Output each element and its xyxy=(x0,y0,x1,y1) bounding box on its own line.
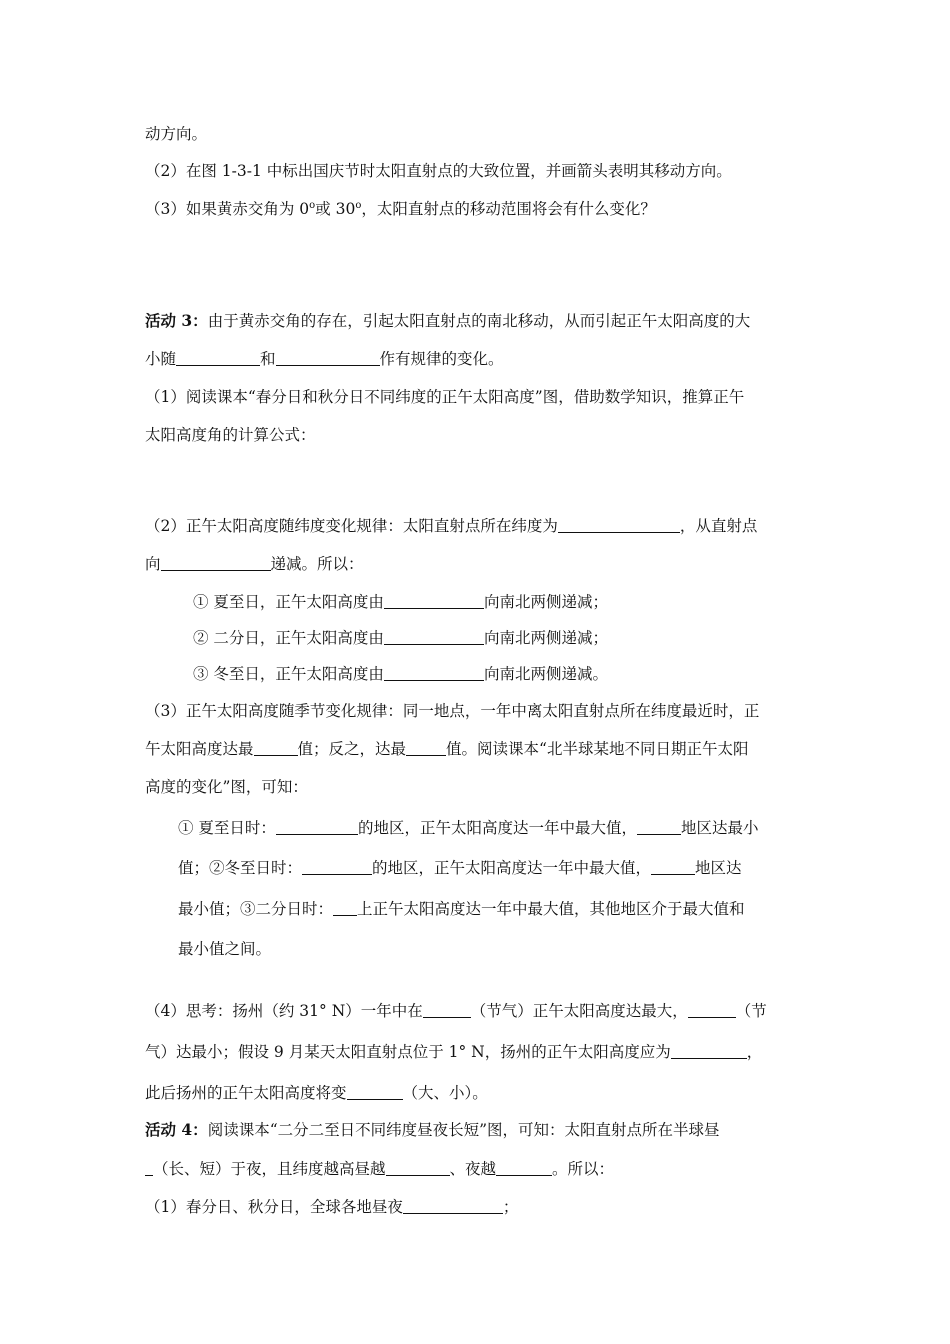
activity-4-line-1: 活动 4：阅读课本“二分二至日不同纬度昼夜长短”图，可知：太阳直射点所在半球昼 xyxy=(145,1120,720,1139)
activity-3-part-2-line-2: 向 递减。所以： xyxy=(145,555,364,573)
activity-3-part-4-line-2: 气）达最小；假设 9 月某天太阳直射点位于 1° N，扬州的正午太阳高度应为 ， xyxy=(145,1043,763,1061)
activity-3-part-3-line-1: （3）正午太阳高度随季节变化规律：同一地点，一年中离太阳直射点所在纬度最近时，正 xyxy=(145,702,760,720)
activity-3-season-line-4: 最小值之间。 xyxy=(178,940,272,958)
activity-3-label: 活动 3： xyxy=(145,311,208,330)
question-2: （2）在图 1-3-1 中标出国庆节时太阳直射点的大致位置，并画箭头表明其移动方向。 xyxy=(145,162,732,180)
activity-4-label: 活动 4： xyxy=(145,1120,208,1139)
activity-3-part-2-line-1: （2）正午太阳高度随纬度变化规律：太阳直射点所在纬度为 ，从直射点 xyxy=(145,517,758,535)
activity-3-season-line-2: 值；②冬至日时： 的地区，正午太阳高度达一年中最大值， 地区达 xyxy=(178,859,742,877)
activity-3-part-1-line-1: （1）阅读课本“春分日和秋分日不同纬度的正午太阳高度”图，借助数学知识，推算正午 xyxy=(145,388,745,406)
activity-3-part-4-line-1: （4）思考：扬州（约 31° N）一年中在 （节气）正午太阳高度达最大， （节 xyxy=(145,1002,767,1020)
activity-3-item-3: ③ 冬至日，正午太阳高度由 向南北两侧递减。 xyxy=(193,665,608,683)
activity-3-part-4-line-3: 此后扬州的正午太阳高度将变 （大、小）。 xyxy=(145,1084,488,1102)
activity-3-item-2: ② 二分日，正午太阳高度由 向南北两侧递减； xyxy=(193,629,608,647)
activity-3-item-1: ① 夏至日，正午太阳高度由 向南北两侧递减； xyxy=(193,593,608,611)
activity-4-part-1: （1）春分日、秋分日，全球各地昼夜 ； xyxy=(145,1198,519,1216)
activity-3-part-1-line-2: 太阳高度角的计算公式： xyxy=(145,426,316,444)
activity-3-part-3-line-3: 高度的变化”图，可知： xyxy=(145,778,308,796)
activity-3-season-line-1: ① 夏至日时： 的地区，正午太阳高度达一年中最大值， 地区达最小 xyxy=(178,819,759,837)
activity-3-season-line-3: 最小值；③二分日时： 上正午太阳高度达一年中最大值，其他地区介于最大值和 xyxy=(178,900,745,918)
activity-4-line-2: （长、短）于夜，且纬度越高昼越 、夜越 。所以： xyxy=(145,1159,810,1179)
activity-3-line-1: 活动 3：由于黄赤交角的存在，引起太阳直射点的南北移动，从而引起正午太阳高度的大 xyxy=(145,311,751,330)
activity-3-part-3-line-2: 午太阳高度达最 值；反之，达最 值。阅读课本“北半球某地不同日期正午太阳 xyxy=(145,740,749,758)
q1-tail: 动方向。 xyxy=(145,125,208,143)
question-3: （3）如果黄赤交角为 0$^o$或 30$^o$，太阳直射点的移动范围将会有什么变化？ xyxy=(145,200,656,218)
activity-3-line-2: 小随 和 作有规律的变化。 xyxy=(145,350,504,368)
